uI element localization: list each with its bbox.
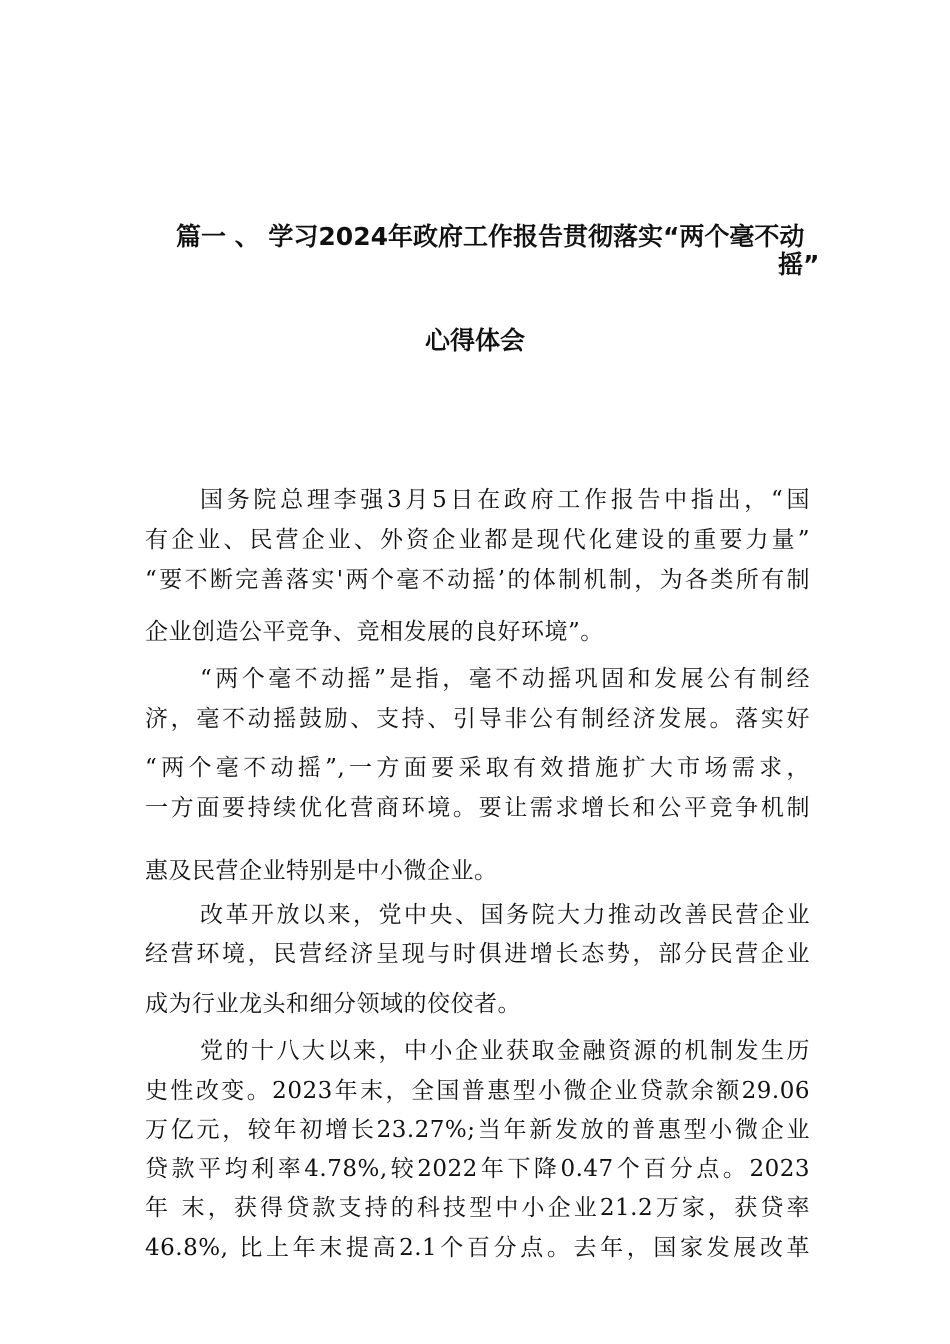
body-line: 惠及民营企业特别是中小微企业。 [145, 858, 498, 884]
body-line: 经营环境，民营经济呈现与时俱进增长态势，部分民营企业 [145, 941, 810, 967]
body-line: 济，毫不动摇鼓励、支持、引导非公有制经济发展。落实好 [145, 706, 810, 732]
body-line: 国务院总理李强3月5日在政府工作报告中指出，“国 [200, 487, 810, 513]
document-title-line-2: 摇” [778, 250, 820, 279]
body-line: 党的十八大以来，中小企业获取金融资源的机制发生历 [200, 1038, 810, 1064]
body-line: 年 末，获得贷款支持的科技型中小企业21.2万家，获贷率 [145, 1195, 810, 1221]
body-line: 有企业、民营企业、外资企业都是现代化建设的重要力量” [145, 527, 810, 553]
body-line: 46.8%, 比上年末提高2.1个百分点。去年，国家发展改革 [145, 1235, 810, 1261]
document-subtitle: 心得体会 [425, 326, 526, 355]
body-line: 企业创造公平竞争、竞相发展的良好环境”。 [145, 619, 604, 645]
body-line: 史性改变。2023年末，全国普惠型小微企业贷款余额29.06 [145, 1078, 810, 1104]
body-line: “两个毫不动摇”,一方面要采取有效措施扩大市场需求， [145, 755, 810, 781]
document-title-line-1: 篇一 、 学习2024年政府工作报告贯彻落实“两个毫不动 [176, 222, 805, 251]
body-line: 改革开放以来，党中央、国务院大力推动改善民营企业 [200, 902, 810, 928]
body-line: 成为行业龙头和细分领域的佼佼者。 [145, 991, 521, 1017]
body-line: 万亿元，较年初增长23.27%;当年新发放的普惠型小微企业 [145, 1117, 810, 1143]
body-line: 一方面要持续优化营商环境。要让需求增长和公平竞争机制 [145, 795, 810, 821]
body-line: “要不断完善落实'两个毫不动摇’的体制机制，为各类所有制 [145, 567, 810, 593]
body-line: 贷款平均利率4.78%,较2022年下降0.47个百分点。2023 [145, 1156, 810, 1182]
body-line: “两个毫不动摇”是指，毫不动摇巩固和发展公有制经 [200, 666, 810, 692]
